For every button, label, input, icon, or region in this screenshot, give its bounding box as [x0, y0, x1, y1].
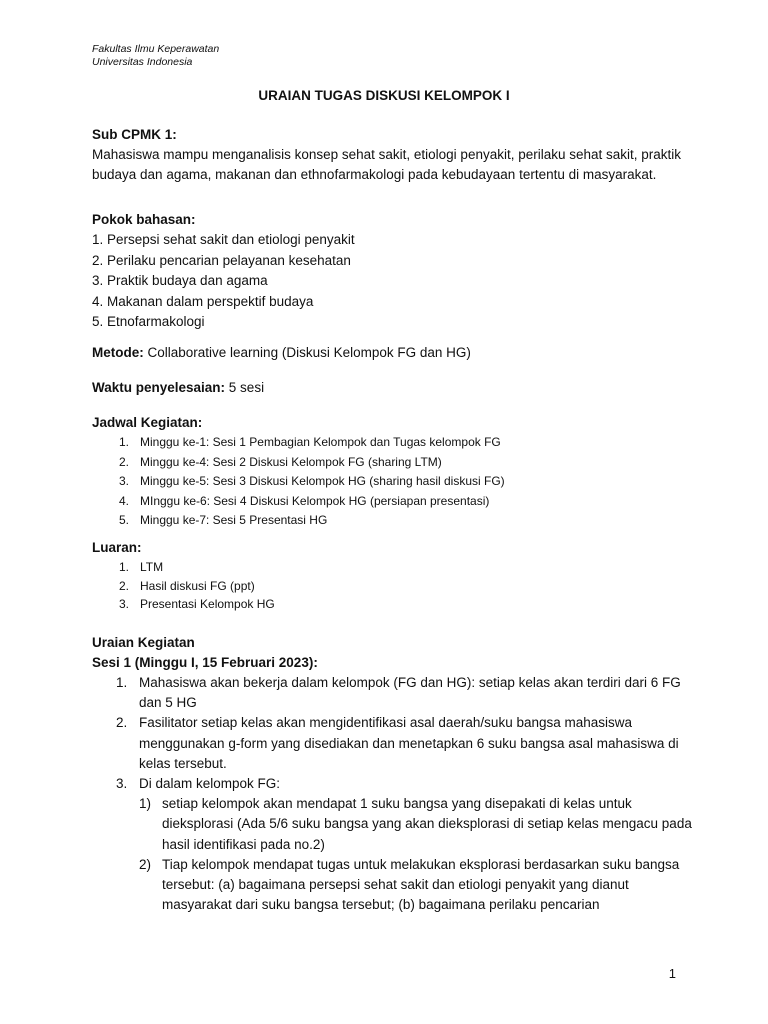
list-item: 2. Hasil diskusi FG (ppt): [119, 578, 255, 593]
list-item: 1. Minggu ke-1: Sesi 1 Pembagian Kelompok dan Tugas kelompok FG: [119, 435, 501, 449]
cpmk-heading: Sub CPMK 1:: [92, 127, 177, 142]
waktu-line: [92, 378, 692, 398]
document-title: URAIAN TUGAS DISKUSI KELOMPOK I: [258, 88, 510, 103]
list-item: 3. Di dalam kelompok FG: 1) setiap kelompok akan mendapat 1 suku bangsa yang disepakati di kelas untuk dieksplorasi (Ada 5/6 suku bangsa yang akan dieksplorasi di setiap kelas mengacu pada hasil identifikasi pada no.2) 2) Tiap kelompok mendapat tugas untuk melakukan eksplorasi berdasarkan suku bangsa tersebut: (a) bagaimana persepsi sehat sakit dan etiologi penyakit yang dianut masyarakat dari suku bangsa tersebut; (b) bagaimana perilaku pencarian: [92, 774, 692, 915]
pokok-list: [92, 230, 692, 333]
list-item: 1. Mahasiswa akan bekerja dalam kelompok (FG dan HG): setiap kelas akan terdiri dari 6 FG dan 5 HG: [116, 675, 681, 711]
cpmk-section: [92, 125, 692, 185]
list-item: 2. Minggu ke-4: Sesi 2 Diskusi Kelompok FG (sharing LTM): [119, 454, 442, 469]
metode-line: [92, 343, 692, 363]
faculty-name: Fakultas Ilmu Keperawatan: [92, 43, 220, 55]
waktu-label: Waktu penyelesaian:: [92, 380, 226, 395]
activity-list: [92, 673, 692, 915]
metode-value: Collaborative learning (Diskusi Kelompok FG dan HG): [143, 345, 471, 360]
list-item: 2. Perilaku pencarian pelayanan kesehatan: [92, 252, 351, 268]
jadwal-section: [92, 413, 692, 531]
uraian-heading: Uraian Kegiatan: [92, 635, 195, 650]
page-header: [92, 43, 219, 69]
list-item: 1) setiap kelompok akan mendapat 1 suku bangsa yang disepakati di kelas untuk dieksplorasi (Ada 5/6 suku bangsa yang akan dieksplorasi di setiap kelas mengacu pada hasil identifikasi pada no.2): [139, 796, 692, 852]
list-item: 3. Presentasi Kelompok HG: [119, 597, 275, 612]
session-heading: Sesi 1 (Minggu I, 15 Februari 2023):: [92, 655, 318, 670]
waktu-value: 5 sesi: [225, 380, 265, 395]
page-number: 1: [668, 966, 676, 981]
metode-label: Metode:: [92, 345, 144, 360]
cpmk-text: Mahasiswa mampu menganalisis konsep sehat sakit, etiologi penyakit, perilaku sehat sakit, praktik budaya dan agama, makanan dan ethnofarmakologi pada kebudayaan tertentu di masyarakat.: [92, 147, 682, 182]
list-item: 1. Persepsi sehat sakit dan etiologi penyakit: [92, 232, 355, 247]
list-item: 5. Minggu ke-7: Sesi 5 Presentasi HG: [119, 513, 328, 528]
pokok-heading: Pokok bahasan:: [92, 212, 196, 227]
list-item: 2. Fasilitator setiap kelas akan mengidentifikasi asal daerah/suku bangsa mahasiswa menggunakan g-form yang disediakan dan menetapkan 6 suku bangsa asal mahasiswa di kelas tersebut.: [116, 715, 679, 771]
list-item: 3. Praktik budaya dan agama: [92, 273, 268, 288]
pokok-section: [92, 210, 692, 333]
luaran-heading: Luaran:: [92, 540, 142, 555]
list-item: 3. Minggu ke-5: Sesi 3 Diskusi Kelompok HG (sharing hasil diskusi FG): [119, 474, 505, 489]
activity-sub-list: [139, 794, 692, 915]
list-item: 1. LTM: [119, 560, 164, 574]
list-item: 4. MInggu ke-6: Sesi 4 Diskusi Kelompok HG (persiapan presentasi): [119, 493, 490, 508]
list-item: 2) Tiap kelompok mendapat tugas untuk melakukan eksplorasi berdasarkan suku bangsa tersebut: (a) bagaimana persepsi sehat sakit dan etiologi penyakit yang dianut masyarakat dari suku bangsa tersebut; (b) bagaimana perilaku pencarian: [139, 856, 680, 913]
jadwal-list: [92, 433, 692, 531]
luaran-section: [92, 538, 692, 614]
list-item: 4. Makanan dalam perspektif budaya: [92, 293, 314, 309]
university-name: Universitas Indonesia: [92, 56, 193, 68]
uraian-section: [92, 633, 692, 915]
list-item: 5. Etnofarmakologi: [92, 314, 205, 329]
jadwal-heading: Jadwal Kegiatan:: [92, 415, 203, 430]
luaran-list: [92, 558, 692, 614]
